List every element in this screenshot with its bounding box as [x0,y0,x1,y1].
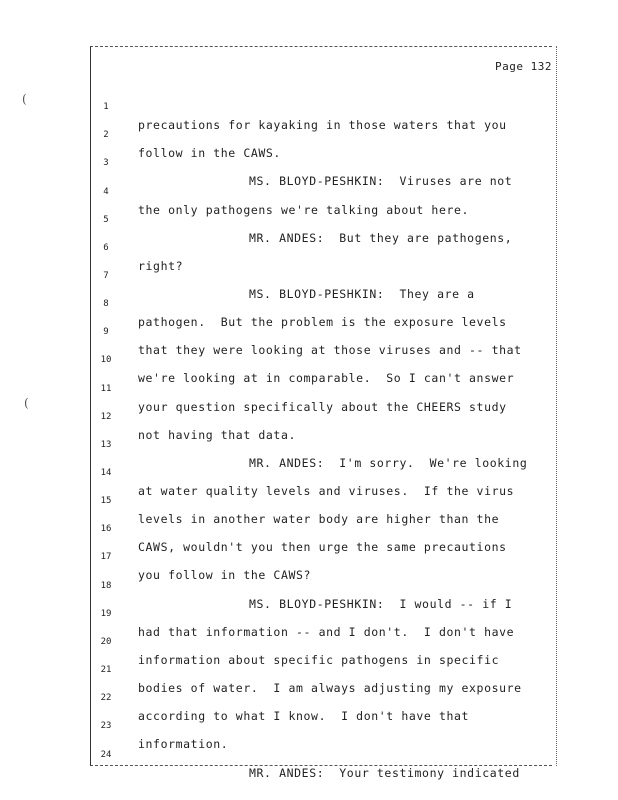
margin-scribble-mark: ( [24,396,29,410]
line-number: 13 [100,440,112,450]
line-text: information about specific pathogens in specific [138,653,500,667]
line-number: 23 [100,721,112,731]
line-number: 1 [103,102,109,112]
transcript-line [0,305,618,357]
line-text: not having that data. [138,428,296,442]
transcript-line [0,390,618,442]
transcript-line [0,136,618,188]
transcript-line [0,615,618,667]
line-text: MS. BLOYD-PESHKIN: They are a [249,287,475,301]
line-number: 17 [100,552,112,562]
line-number: 5 [103,215,109,225]
transcript-line [0,333,618,385]
line-number: 24 [100,750,112,760]
line-text: MS. BLOYD-PESHKIN: I would -- if I [249,597,513,611]
transcript-line [0,699,618,751]
line-text: at water quality levels and viruses. If the virus [138,484,515,498]
line-text: information. [138,737,229,751]
transcript-line [0,221,618,273]
line-number: 14 [100,468,112,478]
transcript-line [0,474,618,526]
line-number: 9 [103,327,109,337]
line-text: right? [138,259,184,273]
line-text: precautions for kayaking in those waters that you [138,118,507,132]
line-text: your question specifically about the CHEERS study [138,400,507,414]
page-number: Page 132 [495,60,552,73]
line-number: 7 [103,271,109,281]
line-number: 6 [103,243,109,253]
line-text: follow in the CAWS. [138,146,281,160]
transcript-line [0,249,618,301]
line-text: levels in another water body are higher than the [138,512,500,526]
line-text: MR. ANDES: Your testimony indicated [249,766,520,780]
transcript-line [0,418,618,470]
transcript-line [0,502,618,554]
line-text: we're looking at in comparable. So I can't answer [138,371,515,385]
line-number: 3 [103,158,109,168]
line-number: 12 [100,412,112,422]
line-number: 10 [100,355,112,365]
transcript-line [0,559,618,611]
line-text: you follow in the CAWS? [138,568,312,582]
line-text: CAWS, wouldn't you then urge the same precautions [138,540,507,554]
line-text: that they were looking at those viruses and -- that [138,343,522,357]
line-text: MS. BLOYD-PESHKIN: Viruses are not [249,174,513,188]
line-text: had that information -- and I don't. I don't have [138,625,515,639]
line-number: 11 [100,384,112,394]
line-number: 2 [103,130,109,140]
line-text: MR. ANDES: But they are pathogens, [249,231,513,245]
line-number: 18 [100,581,112,591]
line-text: bodies of water. I am always adjusting my exposure [138,681,522,695]
line-text: pathogen. But the problem is the exposure levels [138,315,507,329]
line-text: MR. ANDES: I'm sorry. We're looking [249,456,528,470]
transcript-line [0,80,618,132]
transcript-line [0,587,618,639]
transcript-line [0,277,618,329]
line-text: according to what I know. I don't have that [138,709,470,723]
transcript-line [0,193,618,245]
line-number: 21 [100,665,112,675]
transcript-line [0,530,618,582]
transcript-line [0,108,618,160]
line-number: 16 [100,524,112,534]
line-number: 15 [100,496,112,506]
line-text: the only pathogens we're talking about here. [138,203,470,217]
line-number: 8 [103,299,109,309]
transcript-line [0,165,618,217]
line-number: 19 [100,609,112,619]
line-number: 22 [100,693,112,703]
transcript-line [0,728,618,780]
transcript-line [0,671,618,723]
transcript-line [0,446,618,498]
line-number: 20 [100,637,112,647]
transcript-line [0,362,618,414]
transcript-line [0,643,618,695]
line-number: 4 [103,187,109,197]
margin-scribble-mark: ( [22,92,27,106]
